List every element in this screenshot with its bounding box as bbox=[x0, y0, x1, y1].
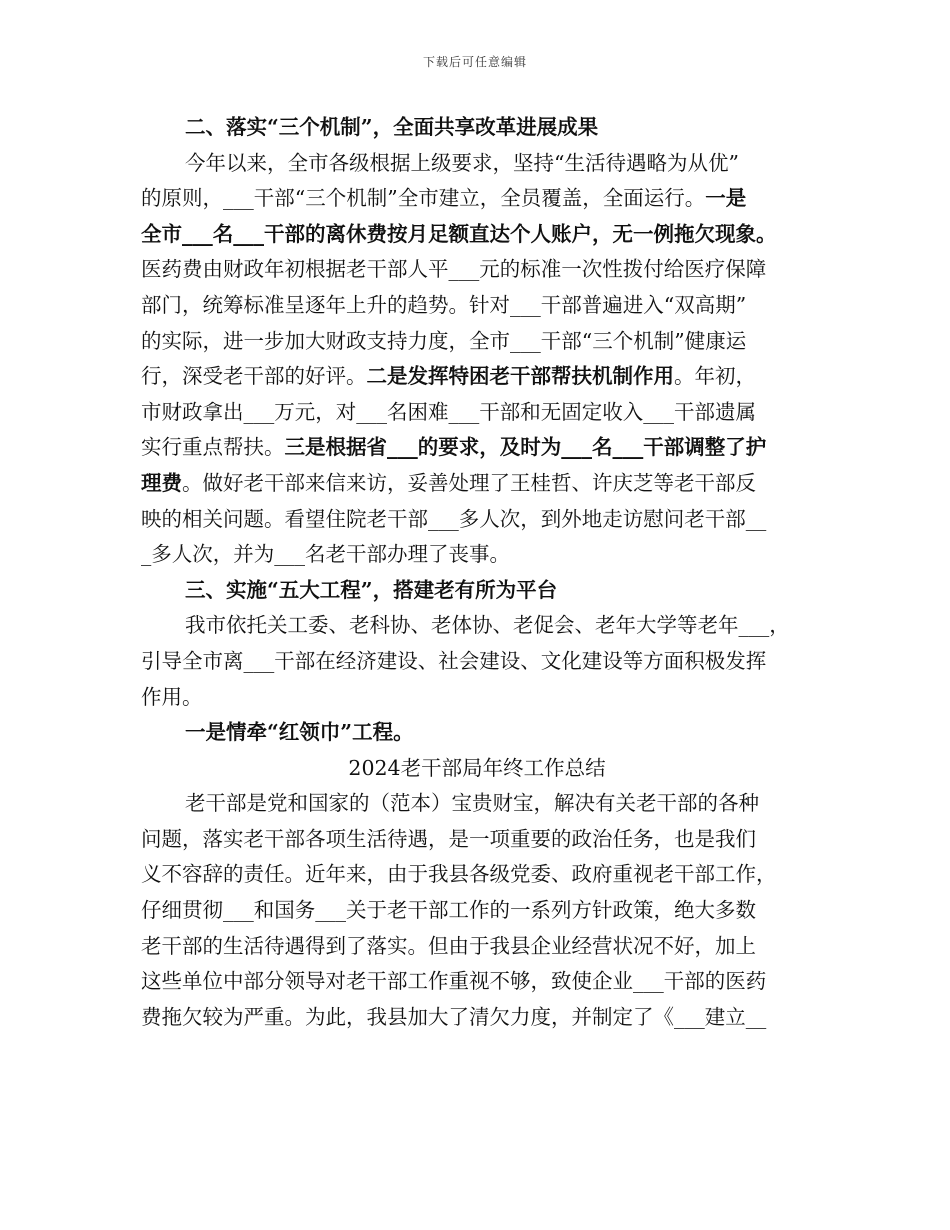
page-header: 下载后可任意编辑 bbox=[422, 55, 527, 69]
paragraph-line: 老干部的生活待遇得到了落实。但由于我县企业经营状况不好，加上 bbox=[141, 933, 756, 958]
text-run: 行，深受老干部的好评。 bbox=[141, 364, 367, 389]
paragraph-line: 仔细贯彻___和国务___关于老干部工作的一系列方针政策，绝大多数 bbox=[141, 898, 756, 923]
subsection-heading: 一是情牵“红领巾”工程。 bbox=[185, 720, 414, 745]
bold-text-run: 一是 bbox=[705, 186, 747, 211]
paragraph-line-bold: 全市___名___干部的离休费按月足额直达个人账户，无一例拖欠现象。 bbox=[141, 221, 777, 246]
text-run: 的原则，___干部“三个机制”全市建立，全员覆盖，全面运行。 bbox=[141, 186, 706, 211]
paragraph-line bbox=[141, 359, 813, 395]
section-heading-2: 二、落实“三个机制”，全面共享改革进展成果 bbox=[185, 115, 599, 139]
paragraph-line: 市财政拿出___万元，对___名困难___干部和无固定收入___干部遗属 bbox=[141, 399, 756, 424]
text-run: 。做好老干部来信来访，妥善处理了王桂哲、许庆芝等老干部反 bbox=[182, 470, 756, 495]
document-title: 2024老干部局年终工作总结 bbox=[348, 755, 606, 780]
paragraph-line: _多人次，并为___名老干部办理了丧事。 bbox=[141, 542, 510, 567]
text-run: 。年初， bbox=[674, 364, 756, 389]
paragraph-line: 的实际，进一步加大财政支持力度，全市___干部“三个机制”健康运 bbox=[141, 328, 747, 353]
paragraph-line: 引导全市离___干部在经济建设、社会建设、文化建设等方面积极发挥 bbox=[141, 648, 767, 673]
paragraph-line bbox=[141, 466, 813, 502]
paragraph-line: 作用。 bbox=[141, 684, 203, 709]
paragraph-line bbox=[141, 430, 813, 466]
paragraph-line: 费拖欠较为严重。为此，我县加大了清欠力度，并制定了《___建立__ bbox=[141, 1004, 767, 1029]
bold-text-run: 三是根据省___的要求，及时为___名___干部调整了护 bbox=[284, 435, 767, 460]
paragraph-line: 医药费由财政年初根据老干部人平___元的标准一次性拨付给医疗保障 bbox=[141, 257, 767, 282]
paragraph-line: 问题，落实老干部各项生活待遇，是一项重要的政治任务，也是我们 bbox=[141, 826, 756, 851]
paragraph-line: 义不容辞的责任。近年来，由于我县各级党委、政府重视老干部工作， bbox=[141, 862, 777, 887]
paragraph-line bbox=[141, 181, 813, 217]
paragraph-line: 今年以来，全市各级根据上级要求，坚持“生活待遇略为从优” bbox=[185, 150, 739, 175]
document-body bbox=[141, 110, 813, 1035]
paragraph-line: 我市依托关工委、老科协、老体协、老促会、老年大学等老年___， bbox=[185, 613, 790, 638]
text-run: 实行重点帮扶。 bbox=[141, 435, 285, 460]
paragraph-line: 老干部是党和国家的（范本）宝贵财宝，解决有关老干部的各种 bbox=[185, 791, 759, 816]
paragraph-line: 部门，统筹标准呈逐年上升的趋势。针对___干部普遍进入“双高期” bbox=[141, 292, 747, 317]
bold-text-run: 理费 bbox=[141, 470, 182, 495]
paragraph-line: 映的相关问题。看望住院老干部___多人次，到外地走访慰问老干部__ bbox=[141, 506, 767, 531]
section-heading-3: 三、实施“五大工程”，搭建老有所为平台 bbox=[185, 577, 558, 602]
paragraph-line: 这些单位中部分领导对老干部工作重视不够，致使企业___干部的医药 bbox=[141, 969, 767, 994]
bold-text-run: 二是发挥特困老干部帮扶机制作用 bbox=[366, 364, 674, 389]
